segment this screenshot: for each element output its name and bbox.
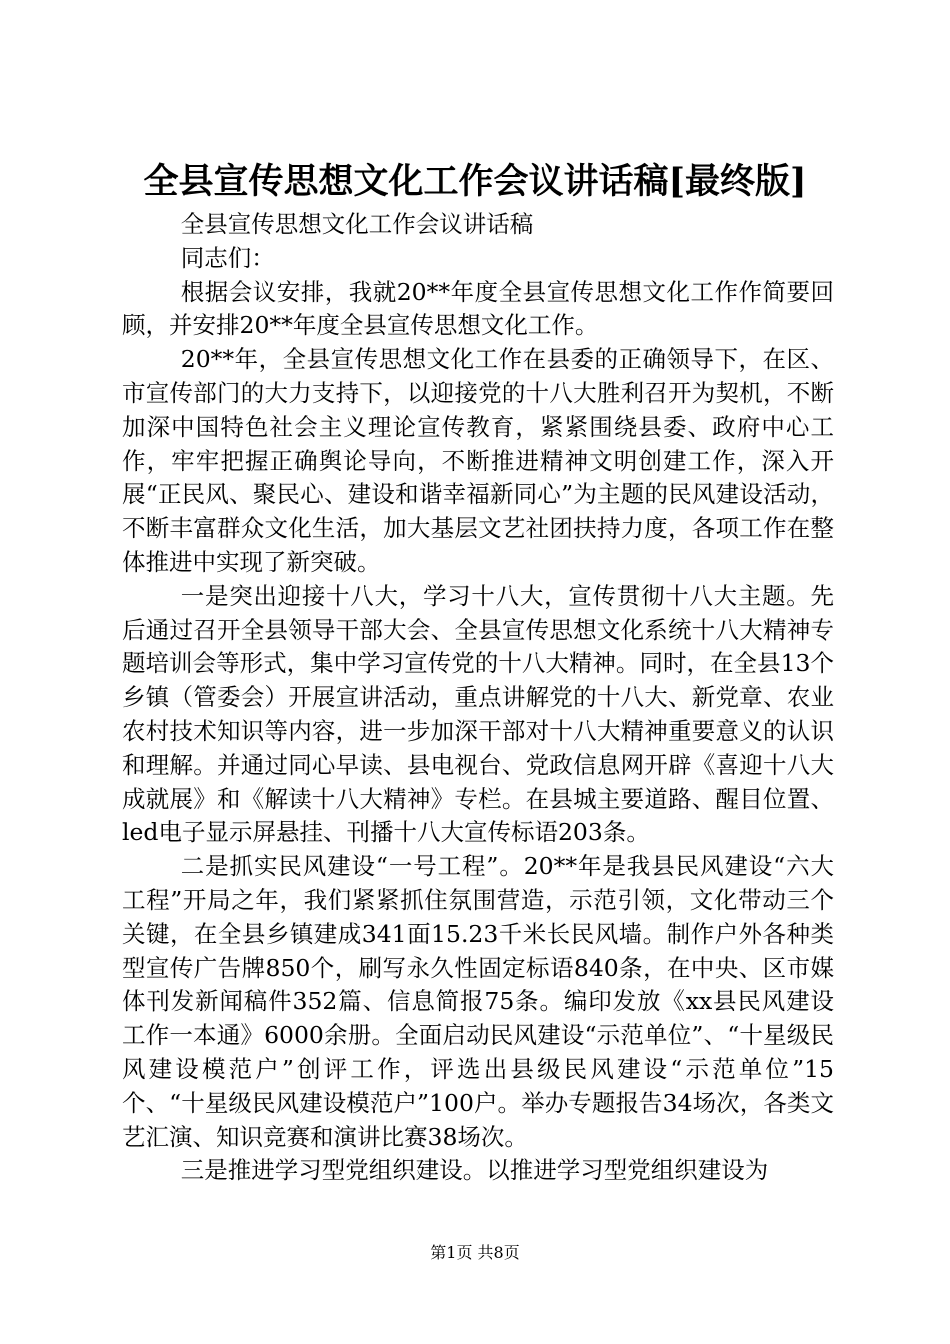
body-paragraph: 20**年，全县宣传思想文化工作在县委的正确领导下，在区、市宣传部门的大力支持下，以迎接党的十八大胜利召开为契机，不断加深中国特色社会主义理论宣传教育，紧紧围绕县委、政府中心工作，牢牢把握正确舆论导向，不断推进精神文明创建工作，深入开展“正民风、聚民心、建设和谐幸福新同心”为主题的民风建设活动，不断丰富群众文化生活，加大基层文艺社团扶持力度，各项工作在整体推进中实现了新突破。 — [122, 345, 834, 576]
body-paragraph: 三是推进学习型党组织建设。以推进学习型党组织建设为 — [180, 1156, 769, 1185]
body-paragraph: 一是突出迎接十八大，学习十八大，宣传贯彻十八大主题。先后通过召开全县领导干部大会、全县宣传思想文化系统十八大精神专题培训会等形式，集中学习宣传党的十八大精神。同时，在全县13个乡镇（管委会）开展宣讲活动，重点讲解党的十八大、新党章、农业农村技术知识等内容，进一步加深干部对十八大精神重要意义的认识和理解。并通过同心早读、县电视台、党政信息网开辟《喜迎十八大成就展》和《解读十八大精神》专栏。在县城主要道路、醒目位置、led电子显示屏悬挂、刊播十八大宣传标语203条。 — [122, 581, 834, 847]
body-paragraph-subtitle: 全县宣传思想文化工作会议讲话稿 — [180, 210, 534, 238]
page-number: 第1页 共8页 — [430, 1243, 520, 1262]
document-body — [122, 208, 834, 1188]
document-title: 全县宣传思想文化工作会议讲话稿[最终版] — [143, 161, 807, 202]
body-paragraph: 二是抓实民风建设“一号工程”。20**年是我县民风建设“六大工程”开局之年，我们紧紧抓住氛围营造，示范引领，文化带动三个关键，在全县乡镇建成341面15.23千米长民风墙。制作户外各种类型宣传广告牌850个，刷写永久性固定标语840条，在中央、区市媒体刊发新闻稿件352篇、信息简报75条。编印发放《xx县民风建设工作一本通》6000余册。全面启动民风建设“示范单位”、“十星级民风建设模范户”创评工作，评选出县级民风建设“示范单位”15个、“十星级民风建设模范户”100户。举办专题报告34场次，各类文艺汇演、知识竞赛和演讲比赛38场次。 — [122, 852, 834, 1151]
body-paragraph: 根据会议安排，我就20**年度全县宣传思想文化工作作简要回顾，并安排20**年度全县宣传思想文化工作。 — [122, 277, 834, 340]
body-paragraph-salutation: 同志们： — [180, 243, 275, 272]
